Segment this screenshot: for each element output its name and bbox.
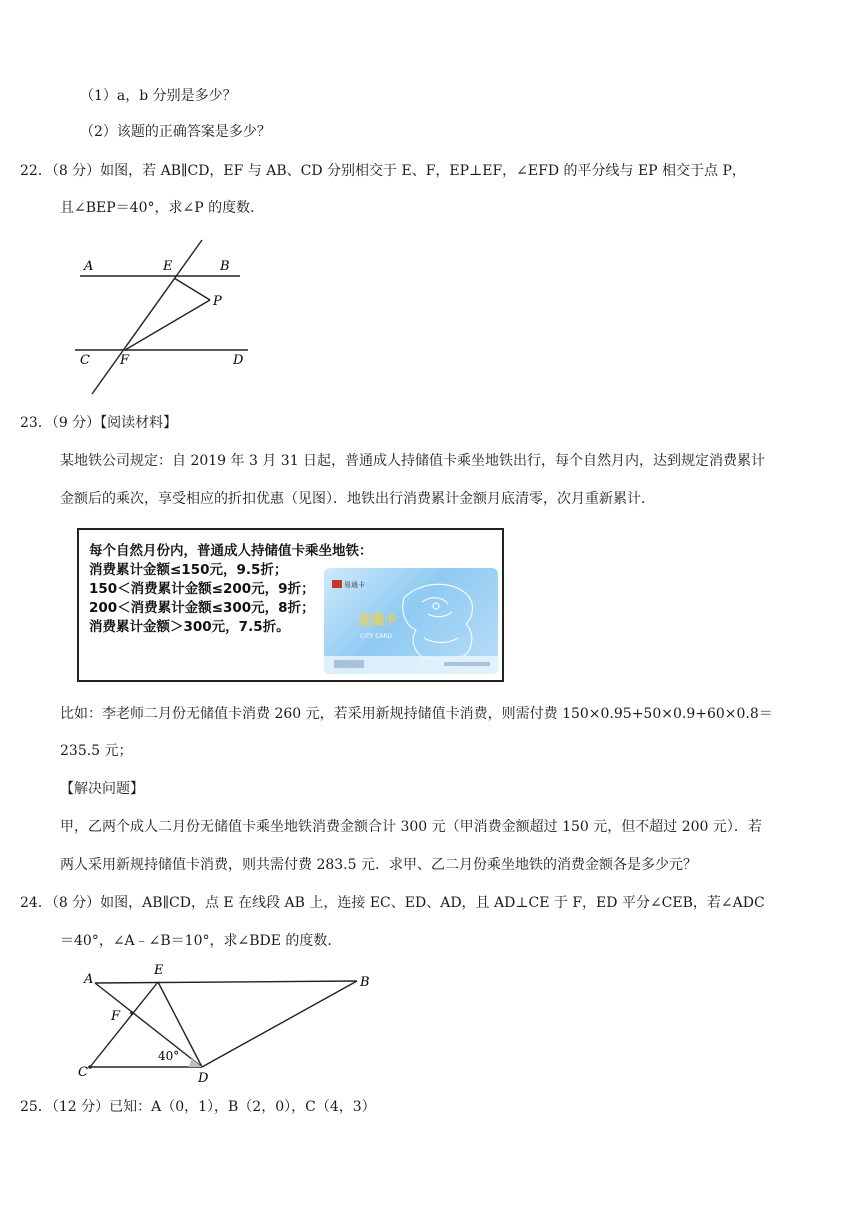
card-issuer-icon — [334, 660, 364, 668]
label-e: E — [154, 963, 164, 978]
lion-outline-icon — [403, 584, 473, 660]
card-subtitle: CITY CARD — [360, 633, 393, 640]
label-f: F — [120, 353, 130, 368]
discount-rules-box — [77, 528, 504, 682]
label-d: D — [198, 1071, 209, 1083]
angle-label: 40° — [158, 1049, 180, 1063]
q23-para1: 某地铁公司规定：自 2019 年 3 月 31 日起，普通成人持储值卡乘坐地铁出行，每个自然月内，达到规定消费累计 — [60, 453, 766, 469]
card-brand: 易通卡 — [344, 581, 365, 589]
label-c: C — [80, 353, 90, 368]
q21-sub1: （1）a，b 分别是多少？ — [80, 88, 237, 104]
q23-example-line2: 235.5 元； — [60, 743, 133, 759]
point-f — [130, 1011, 134, 1015]
label-b: B — [360, 975, 370, 990]
q24-text-line1: 24．（8 分）如图，AB∥CD，点 E 在线段 AB 上，连接 EC、ED、AD，且 AD⊥CE 于 F，ED 平分∠CEB，若∠ADC — [20, 895, 765, 911]
q22-text-line2: 且∠BEP＝40°，求∠P 的度数． — [60, 200, 265, 216]
q23-problem-line1: 甲，乙两个成人二月份无储值卡乘坐地铁消费金额合计 300 元（甲消费金额超过 150 元，但不超过 200 元）．若 — [60, 819, 762, 835]
q23-example-line1: 比如：李老师二月份无储值卡消费 260 元，若采用新规持储值卡消费，则需付费 150×0.95+50×0.9+60×0.8＝ — [60, 706, 773, 722]
label-a: A — [84, 259, 94, 274]
card-title: 金通卡 — [358, 613, 398, 628]
segment-ab — [95, 981, 357, 983]
rule-line-tier3: 200＜消费累计金额≤300元，8折； — [89, 600, 315, 616]
segment-fp — [125, 300, 210, 350]
label-p: P — [213, 294, 222, 309]
q23-problem-line2: 两人采用新规持储值卡消费，则共需付费 283.5 元．求甲、乙二月份乘坐地铁的消费金额各是多少元？ — [60, 857, 697, 873]
label-c: C — [78, 1065, 88, 1080]
segment-ad — [95, 983, 202, 1067]
line-ef — [92, 240, 202, 394]
segment-ep — [174, 278, 210, 300]
q25-text-line1: 25．（12 分）已知：A（0，1），B（2，0），C（4，3） — [20, 1099, 376, 1115]
q24-text-line2: ＝40°，∠A﹣∠B＝10°，求∠BDE 的度数． — [60, 933, 342, 949]
label-b: B — [220, 259, 230, 274]
q24-figure — [70, 958, 380, 1083]
q23-heading: 23．（9 分）【阅读材料】 — [20, 415, 178, 431]
q23-para2: 金额后的乘次，享受相应的折扣优惠（见图）．地铁出行消费累计金额月底清零，次月重新累计． — [60, 491, 655, 507]
q22-text-line1: 22．（8 分）如图，若 AB∥CD，EF 与 AB、CD 分别相交于 E、F，EP⊥EF，∠EFD 的平分线与 EP 相交于点 P， — [20, 163, 746, 179]
q22-figure — [70, 232, 260, 402]
metro-card-image — [324, 568, 498, 674]
rule-line-tier4: 消费累计金额＞300元，7.5折。 — [89, 619, 290, 635]
rule-line-tier1: 消费累计金额≤150元，9.5折； — [89, 562, 288, 578]
label-d: D — [233, 353, 244, 368]
segment-db — [202, 981, 357, 1067]
rule-line-tier2: 150＜消费累计金额≤200元，9折； — [89, 581, 315, 597]
card-logo-icon — [332, 580, 342, 588]
rule-line-intro: 每个自然月份内，普通成人持储值卡乘坐地铁： — [89, 543, 373, 559]
label-e: E — [163, 259, 173, 274]
metro-card-illustration — [324, 568, 498, 674]
q21-sub2: （2）该题的正确答案是多少？ — [80, 124, 271, 140]
label-f: F — [111, 1009, 121, 1024]
label-a: A — [84, 972, 94, 987]
q23-solve-heading: 【解决问题】 — [60, 781, 144, 797]
point-c — [88, 1065, 92, 1069]
